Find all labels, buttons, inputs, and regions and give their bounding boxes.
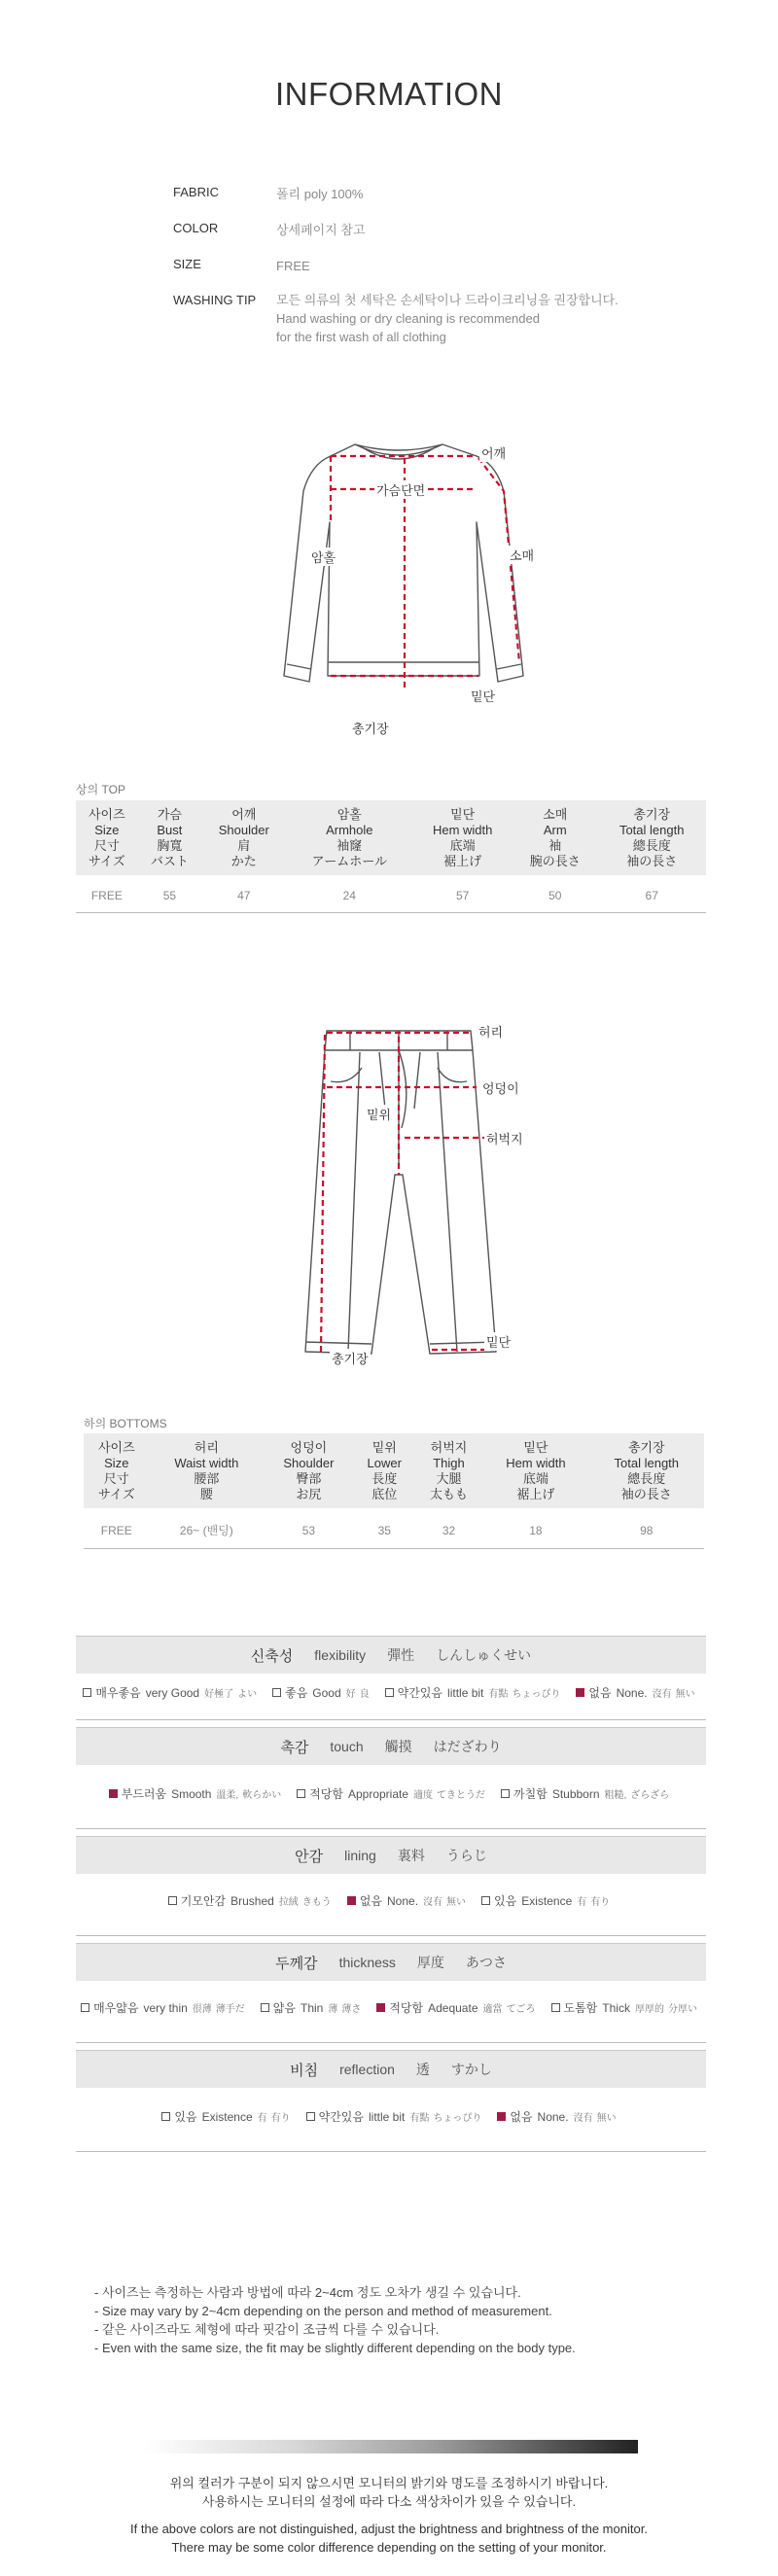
attr-title: 두께감 <box>275 1955 318 1972</box>
monitor-notice-kr-2: 사용하시는 모니터의 설정에 따라 다소 색상차이가 있을 수 있습니다. <box>201 2494 577 2509</box>
attr-zh: 彈性 <box>387 1647 415 1663</box>
checkbox-checked-icon[interactable] <box>109 1789 118 1798</box>
table-cell: 67 <box>597 875 706 913</box>
info-label: SIZE <box>173 257 201 271</box>
info-value: FREE <box>276 259 310 273</box>
dim-rise: 밑위 <box>365 1105 393 1123</box>
table-cell: 47 <box>201 875 286 913</box>
checkbox-icon[interactable] <box>481 1896 490 1905</box>
brightness-gradient-bar <box>144 2440 638 2453</box>
reflection-options <box>76 2108 706 2125</box>
option-smooth[interactable]: 부드러움 Smooth 溫柔, 軟らかい <box>109 1785 286 1802</box>
dim-hip: 엉덩이 <box>480 1078 521 1097</box>
attr-en: thickness <box>338 1955 396 1970</box>
dim-pants-length: 총기장 <box>330 1349 371 1367</box>
info-value: 폴리 poly 100% <box>276 187 364 201</box>
table-header: 총기장 Total length 總長度 袖の長さ <box>589 1433 704 1508</box>
checkbox-icon[interactable] <box>306 2112 315 2121</box>
note-line: - Even with the same size, the fit may be slightly different depending on the body type. <box>94 2341 576 2355</box>
flexibility-header <box>76 1636 706 1674</box>
table-cell: 24 <box>286 875 412 913</box>
info-value: for the first wash of all clothing <box>276 330 446 344</box>
option-appropriate[interactable]: 적당함 Appropriate 適度 てきとうだ <box>297 1785 489 1802</box>
option-none[interactable]: 없음 None. 沒有 無い <box>347 1892 470 1909</box>
table-header: 암홀 Armhole 袖窿 アームホール <box>286 800 412 875</box>
monitor-notice-kr-1: 위의 컬러가 구분이 되지 않으시면 모니터의 밝기와 명도를 조정하시기 바랍니다. <box>169 2476 609 2490</box>
top-size-table <box>76 800 706 913</box>
option-existence[interactable]: 있음 Existence 有 有り <box>481 1892 614 1909</box>
attr-en: touch <box>330 1739 364 1754</box>
pants-illustration <box>292 1021 506 1371</box>
info-value: 모든 의류의 첫 세탁은 손세탁이나 드라이크리닝을 권장합니다. <box>276 293 619 307</box>
attr-zh: 裏料 <box>397 1848 425 1863</box>
page-title: INFORMATION <box>274 76 504 112</box>
touch-options <box>76 1785 706 1802</box>
dim-sleeve: 소매 <box>508 546 536 564</box>
checkbox-icon[interactable] <box>161 2112 170 2121</box>
option-little-bit[interactable]: 약간있음 little bit 有點 ちょっぴり <box>385 1684 565 1701</box>
option-brushed[interactable]: 기모안감 Brushed 拉絨 きもう <box>168 1892 336 1909</box>
dim-armhole: 암홀 <box>309 547 337 566</box>
checkbox-icon[interactable] <box>81 2003 89 2012</box>
table-cell: 55 <box>138 875 201 913</box>
attr-zh: 厚度 <box>416 1955 444 1970</box>
dim-hem: 밑단 <box>469 687 497 705</box>
note-line: - Size may vary by 2~4cm depending on the person and method of measurement. <box>94 2304 552 2318</box>
table-cell: 50 <box>513 875 597 913</box>
checkbox-checked-icon[interactable] <box>347 1896 356 1905</box>
option-none[interactable]: 없음 None. 沒有 無い <box>497 2108 619 2125</box>
attr-jp: あつさ <box>465 1955 507 1970</box>
attr-en: reflection <box>339 2062 395 2077</box>
checkbox-icon[interactable] <box>385 1688 394 1697</box>
checkbox-icon[interactable] <box>501 1789 510 1798</box>
reflection-header <box>76 2050 706 2088</box>
info-label: FABRIC <box>173 185 219 199</box>
divider <box>76 2151 706 2152</box>
checkbox-icon[interactable] <box>297 1789 305 1798</box>
info-label: COLOR <box>173 221 219 235</box>
table-cell: FREE <box>84 1508 150 1549</box>
table-header: 가슴 Bust 胸寬 バスト <box>138 800 201 875</box>
option-adequate[interactable]: 적당함 Adequate 適當 てごろ <box>376 1999 539 2016</box>
checkbox-icon[interactable] <box>551 2003 560 2012</box>
option-good[interactable]: 좋음 Good 好 良 <box>272 1684 373 1701</box>
size-notes <box>94 2283 576 2357</box>
divider <box>76 1719 706 1720</box>
table-cell: 18 <box>482 1508 588 1549</box>
table-header: 소매 Arm 袖 腕の長さ <box>513 800 597 875</box>
info-label: WASHING TIP <box>173 293 257 307</box>
table-cell: 35 <box>354 1508 415 1549</box>
option-very-thin[interactable]: 매우얇음 very thin 很薄 薄手だ <box>81 1999 249 2016</box>
monitor-notice-en-2: There may be some color difference depending on the setting of your monitor. <box>171 2540 607 2555</box>
checkbox-icon[interactable] <box>261 2003 269 2012</box>
attr-title: 안감 <box>295 1848 324 1865</box>
top-table-caption: 상의 TOP <box>76 783 125 796</box>
checkbox-icon[interactable] <box>272 1688 281 1697</box>
lining-header <box>76 1836 706 1874</box>
table-row <box>84 1508 704 1549</box>
dim-waist: 허리 <box>477 1022 505 1041</box>
table-cell: 57 <box>412 875 513 913</box>
table-header: 밑위 Lower 長度 底位 <box>354 1433 415 1508</box>
option-little-bit[interactable]: 약간있음 little bit 有點 ちょっぴり <box>306 2108 486 2125</box>
table-cell: 53 <box>264 1508 354 1549</box>
table-cell: 32 <box>415 1508 482 1549</box>
checkbox-checked-icon[interactable] <box>497 2112 506 2121</box>
monitor-notice-en-1: If the above colors are not distinguished, adjust the brightness and brightness of the monitor. <box>130 2522 648 2536</box>
lining-options <box>76 1892 706 1909</box>
attr-jp: しんしゅくせい <box>436 1647 532 1663</box>
dim-length: 총기장 <box>350 719 391 737</box>
top-garment-illustration <box>253 433 545 724</box>
info-value: 상세페이지 참고 <box>276 223 366 237</box>
bottom-table-caption: 하의 BOTTOMS <box>84 1417 167 1430</box>
touch-header <box>76 1727 706 1765</box>
option-existence[interactable]: 있음 Existence 有 有り <box>161 2108 294 2125</box>
attr-en: flexibility <box>314 1647 367 1663</box>
attr-title: 촉감 <box>280 1739 309 1756</box>
table-cell: 26~ (밴딩) <box>150 1508 264 1549</box>
checkbox-checked-icon[interactable] <box>376 2003 385 2012</box>
checkbox-icon[interactable] <box>168 1896 177 1905</box>
option-very-good[interactable]: 매우좋음 very Good 好極了 よい <box>83 1684 261 1701</box>
note-line: - 사이즈는 측정하는 사람과 방법에 따라 2~4cm 정도 오차가 생길 수 있습니다. <box>94 2285 521 2300</box>
dim-shoulder: 어깨 <box>479 443 508 462</box>
option-stubborn[interactable]: 까칠함 Stubborn 粗糙, ざらざら <box>501 1785 673 1802</box>
table-header: 밑단 Hem width 底端 裾上げ <box>482 1433 588 1508</box>
bottom-size-table <box>84 1433 704 1549</box>
divider <box>76 1828 706 1829</box>
attr-title: 신축성 <box>250 1647 294 1665</box>
dim-chest: 가슴단면 <box>374 480 427 499</box>
attr-en: lining <box>344 1848 376 1863</box>
thickness-header <box>76 1943 706 1981</box>
checkbox-icon[interactable] <box>83 1688 91 1697</box>
table-header: 밑단 Hem width 底端 裾上げ <box>412 800 513 875</box>
attr-title: 비침 <box>290 2062 319 2079</box>
table-cell: FREE <box>76 875 138 913</box>
attr-zh: 觸摸 <box>384 1739 412 1754</box>
table-row <box>76 875 706 913</box>
table-header: 어깨 Shoulder 肩 かた <box>201 800 286 875</box>
flexibility-options <box>76 1684 706 1701</box>
table-header: 허리 Waist width 腰部 腰 <box>150 1433 264 1508</box>
attr-jp: すかし <box>450 2062 492 2077</box>
attr-zh: 透 <box>415 2062 430 2077</box>
dim-pants-hem: 밑단 <box>484 1332 513 1351</box>
dim-thigh: 허벅지 <box>484 1129 525 1147</box>
table-cell: 98 <box>589 1508 704 1549</box>
info-value: Hand washing or dry cleaning is recommended <box>276 311 540 326</box>
divider <box>76 2042 706 2043</box>
thickness-options <box>76 1999 706 2016</box>
option-none[interactable]: 없음 None. 沒有 無い <box>576 1684 698 1701</box>
divider <box>76 1935 706 1936</box>
attr-jp: はだざわり <box>433 1739 502 1754</box>
table-header: 사이즈 Size 尺寸 サイズ <box>76 800 138 875</box>
table-header: 허벅지 Thigh 大腿 太もも <box>415 1433 482 1508</box>
option-thin[interactable]: 얇음 Thin 薄 薄さ <box>261 1999 366 2016</box>
attr-jp: うらじ <box>445 1848 487 1863</box>
option-thick[interactable]: 도톰함 Thick 厚厚的 分厚い <box>551 1999 701 2016</box>
table-header: 사이즈 Size 尺寸 サイズ <box>84 1433 150 1508</box>
checkbox-checked-icon[interactable] <box>576 1688 584 1697</box>
note-line: - 같은 사이즈라도 체형에 따라 핏감이 조금씩 다를 수 있습니다. <box>94 2322 440 2337</box>
table-header: 엉덩이 Shoulder 臀部 お尻 <box>264 1433 354 1508</box>
table-header: 총기장 Total length 總長度 袖の長さ <box>597 800 706 875</box>
